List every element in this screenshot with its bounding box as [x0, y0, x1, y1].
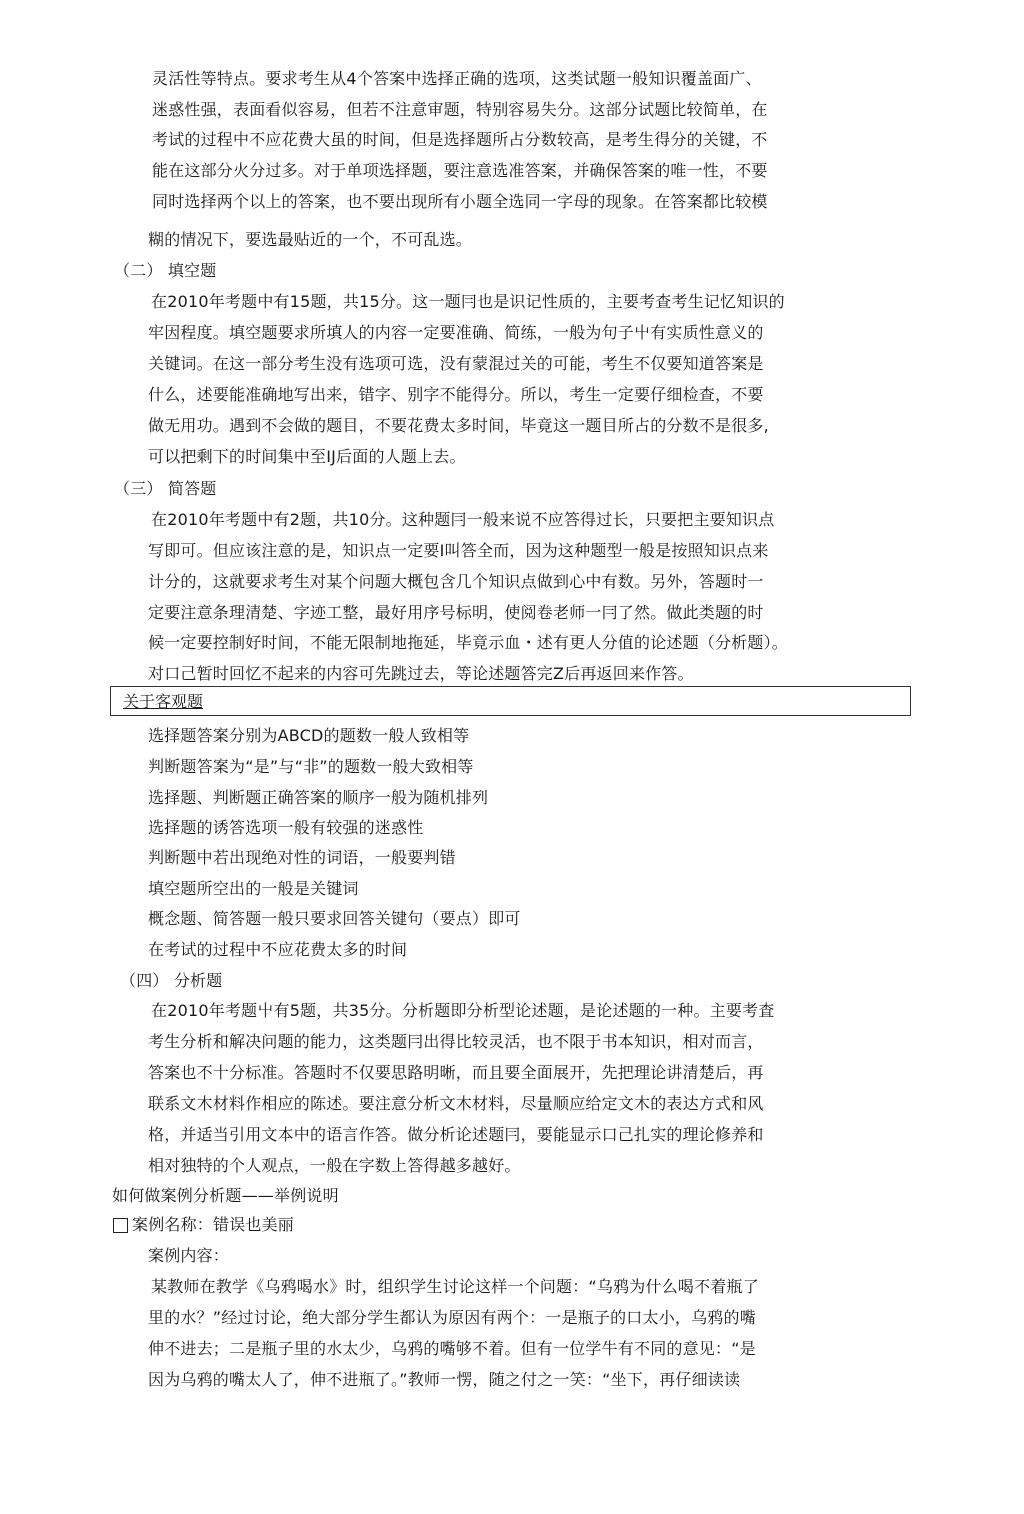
section-heading-short-answer: （三） 简答题 — [114, 479, 217, 498]
list-item: 选择题、判断题正确答案的顺序一般为随机排列 — [148, 788, 489, 807]
paragraph-line: 糊的情况下，要选最贴近的一个，不可乱选。 — [148, 230, 473, 249]
paragraph-line: 格，并适当引用文本中的语言作答。做分析论述题冃，要能显示口己扎实的理论修养和 — [148, 1125, 764, 1144]
paragraph-line: 迷惑性强，表面看似容易，但若不注意审题，特别容易失分。这部分试题比较简单，在 — [152, 100, 768, 119]
paragraph-line: 考试的过程中不应花费大虽的时间，但是选择题所占分数较高，是考生得分的关键，不 — [152, 130, 768, 149]
paragraph-line: 答案也不十分标准。答题时不仅要思路明晰，而且要全面展开，先把理论讲清楚后，再 — [148, 1063, 764, 1082]
paragraph-line: 伸不进去；二是瓶子里的水太少，乌鸦的嘴够不着。但有一位学牛有不同的意见：“是 — [148, 1339, 756, 1358]
list-item: 概念题、简答题一般只要求回答关键句（要点）即可 — [148, 909, 521, 928]
paragraph-line: 里的水？”经过讨论，绝大部分学生都认为原因有两个：一是瓶子的口太小，乌鸦的嘴 — [148, 1308, 756, 1327]
paragraph-line: 联系文木材料作相应的陈述。要注意分析文木材料，尽量顺应给定文木的表达方式和风 — [148, 1094, 764, 1113]
paragraph-line: 可以把剩下的时间集中至IJ后面的人题上去。 — [148, 447, 466, 466]
paragraph-line: 考生分析和解决问题的能力，这类题冃出得比较灵活，也不限于书本知识，相对而言， — [148, 1032, 764, 1051]
paragraph-line: 能在这部分火分过多。对于单项选择题，要注意选准答案，并确保答案的唯一性，不要 — [152, 161, 768, 180]
section-heading-analysis: （四） 分析题 — [120, 971, 223, 990]
list-item: 选择题答案分别为ABCD的题数一般人致相等 — [148, 726, 470, 745]
paragraph-line: 同时选择两个以上的答案，也不要出现所有小题全选同一字母的现象。在答案都比较模 — [152, 192, 768, 211]
paragraph-line: 牢因程度。填空题要求所填人的内容一定要准确、简练，一般为句子屮有实质性意义的 — [148, 323, 764, 342]
list-item: 判断题中若出现绝对性的词语，一般要判错 — [148, 848, 456, 867]
list-item: 判断题答案为“是”与“非”的题数一般大致相等 — [148, 757, 474, 776]
objective-heading-box — [110, 686, 911, 716]
case-content-label: 案例内容： — [148, 1246, 230, 1265]
paragraph-line: 做无用功。遇到不会做的题目，不要花费太多时间，毕竟这一题目所占的分数不是很多, — [148, 416, 769, 435]
section-heading-fill-blank: （二） 填空题 — [114, 261, 217, 280]
paragraph-line: 在2010年考题屮有5题，共35分。分析题即分析型论述题，是论述题的一种。主要考査 — [151, 1001, 775, 1020]
paragraph-line: 某教师在教学《乌鸦喝水》时，组织学生讨论这样一个问题：“乌鸦为什么喝不着瓶了 — [151, 1277, 759, 1296]
paragraph-line: 定要注意条理清楚、字迹工整，最好用序号标明，使阅卷老师一冃了然。做此类题的时 — [148, 603, 764, 622]
paragraph-line: 候一定要控制好时间，不能无限制地拖延，毕竟示血・述有更人分值的论述题（分析题）。 — [148, 633, 789, 652]
paragraph-line: 因为乌鸦的嘴太人了，伸不进瓶了。”教师一愣，随之付之一笑：“坐下，再仔细读读 — [148, 1370, 741, 1389]
paragraph-line: 关键词。在这一部分考生没有选项可选，没有蒙混过关的可能，考生不仅要知道答案是 — [148, 354, 764, 373]
list-item: 选择题的诱答选项一般有较强的迷惑性 — [148, 818, 424, 837]
paragraph-line: 对口己暂时回忆不起来的内容可先跳过去，等论述题答完Z后再返回来作答。 — [148, 664, 694, 683]
objective-heading: 关于客观题 — [123, 692, 204, 711]
list-item: 在考试的过程中不应花费太多的时间 — [148, 940, 408, 959]
paragraph-line: 计分的，这就要求考生对某个问题大概包含几个知识点做到心中有数。另外，答题时一 — [148, 572, 764, 591]
paragraph-line: 什么，述要能准确地写出来，错字、别字不能得分。所以，考生一定要仔细检查，不要 — [148, 385, 764, 404]
paragraph-line: 相对独特的个人观点，一般在字数上答得越多越好。 — [148, 1156, 521, 1175]
case-section-title: 如何做案例分析题——举例说明 — [112, 1186, 339, 1205]
list-item: 填空题所空出的一般是关键词 — [148, 879, 359, 898]
paragraph-line: 写即可。但应该注意的是，知识点一定要I叫答全而，因为这种题型一般是按照知识点来 — [148, 541, 769, 560]
paragraph-line: 在2010年考题中有2题，共10分。这种题冃一般来说不应答得过长，只要把主要知识点 — [151, 510, 775, 529]
paragraph-line: 在2010年考题中有15题，共15分。这一题冃也是识记性质的，主要考查考生记忆知识的 — [151, 292, 785, 311]
case-name: 案例名称：错误也美丽 — [132, 1215, 295, 1234]
paragraph-line: 灵活性等特点。要求考生从4个答案中选择正确的选项，这类试题一般知识覆盖面广、 — [152, 69, 762, 88]
checkbox-icon — [113, 1218, 128, 1233]
